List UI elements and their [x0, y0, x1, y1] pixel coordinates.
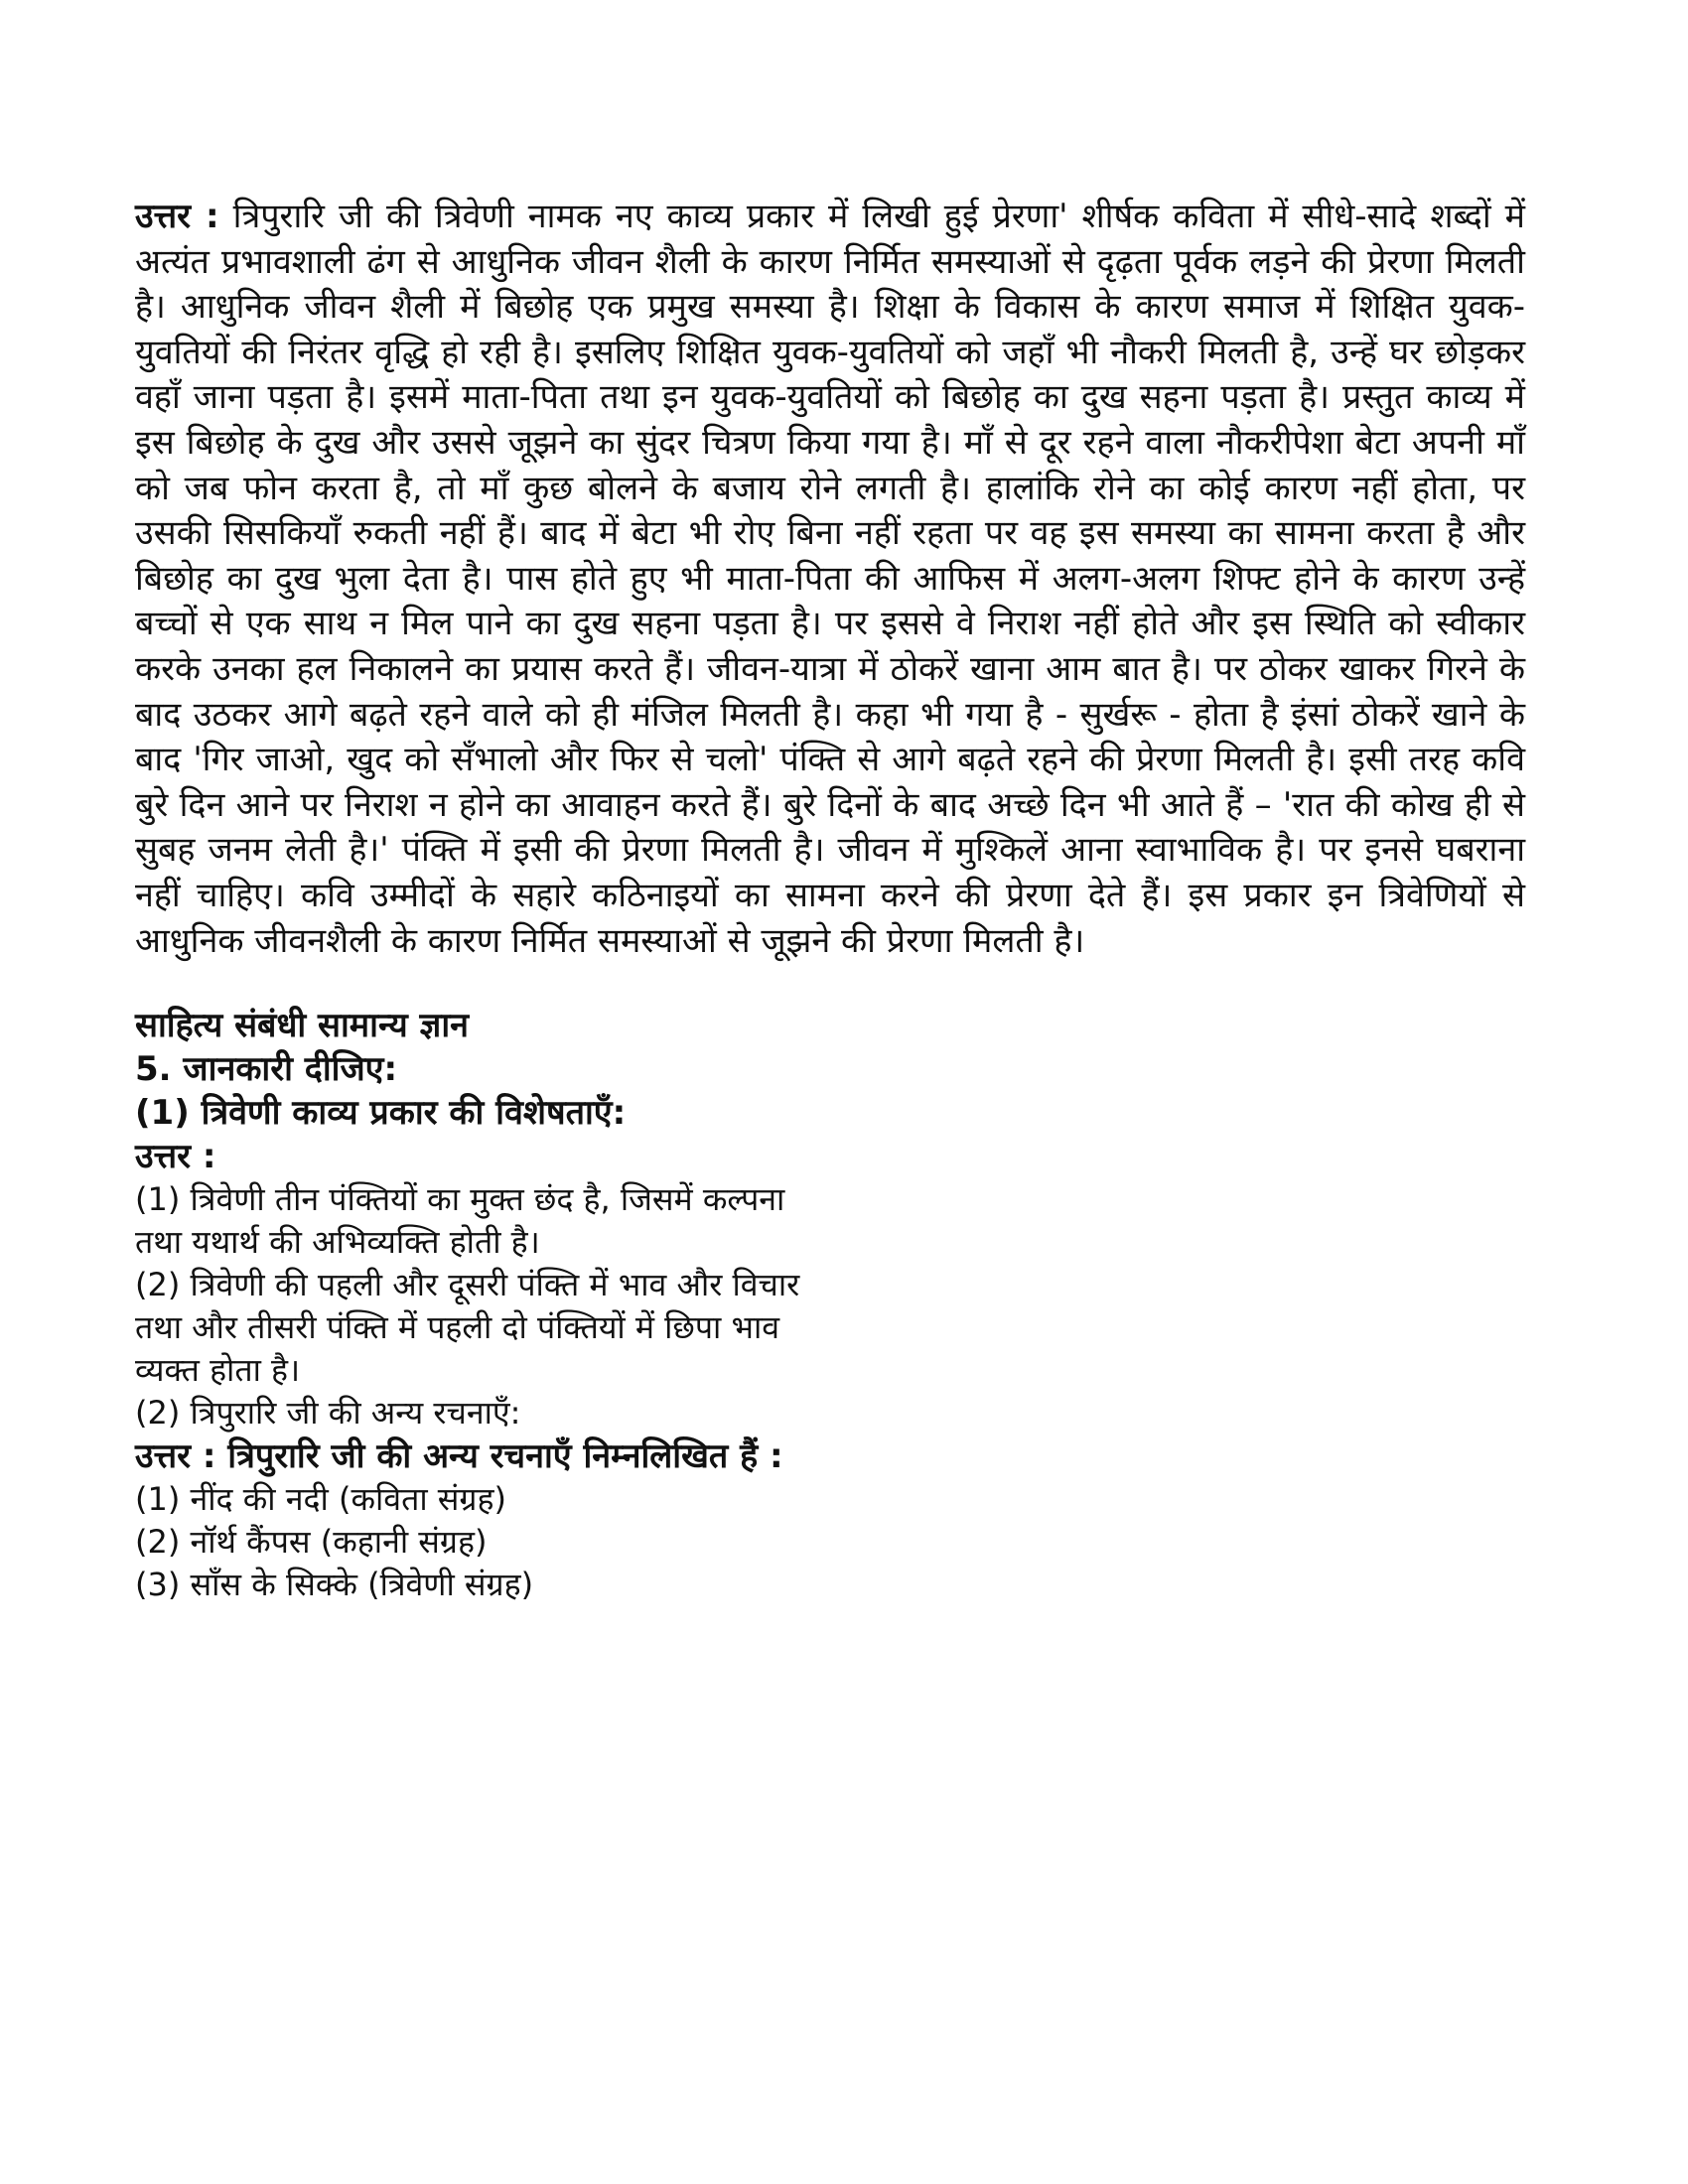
sub-question-1: (1) त्रिवेणी काव्य प्रकार की विशेषताएँ:: [135, 1093, 627, 1134]
point-1-line-1: (1) त्रिवेणी तीन पंक्तियों का मुक्त छंद है, जिसमें कल्पना: [135, 1180, 785, 1219]
section-heading: साहित्य संबंधी सामान्य ज्ञान: [135, 1006, 470, 1046]
answer-text: त्रिपुरारि जी की त्रिवेणी नामक नए काव्य प्रकार में लिखी हुई प्रेरणा' शीर्षक कविता में सीधे-सादे शब्दों में अत्यंत प्रभावशाली ढंग से आधुनिक जीवन शैली के कारण निर्मित समस्याओं से दृढ़ता पूर्वक लड़ने की प्रेरणा मिलती है। आधुनिक जीवन शैली में बिछोह एक प्रमुख समस्या है। शिक्षा के विकास के कारण समाज में शिक्षित युवक-युवतियों की निरंतर वृद्धि हो रही है। इसलिए शिक्षित युवक-युवतियों को जहाँ भी नौकरी मिलती है, उन्हें घर छोड़कर वहाँ जाना पड़ता है। इसमें माता-पिता तथा इन युवक-युवतियों को बिछोह का दुख सहना पड़ता है। प्रस्तुत काव्य में इस बिछोह के दुख और उससे जूझने का सुंदर चित्रण किया गया है। माँ से दूर रहने वाला नौकरीपेशा बेटा अपनी माँ को जब फोन करता है, तो माँ कुछ बोलने के बजाय रोने लगती है। हालांकि रोने का कोई कारण नहीं होता, पर उसकी सिसकियाँ रुकती नहीं हैं। बाद में बेटा भी रोए बिना नहीं रहता पर वह इस समस्या का सामना करता है और बिछोह का दुख भुला देता है। पास होते हुए भी माता-पिता की आफिस में अलग-अलग शिफ्ट होने के कारण उन्हें बच्चों से एक साथ न मिल पाने का दुख सहना पड़ता है। पर इससे वे निराश नहीं होते और इस स्थिति को स्वीकार करके उनका हल निकालने का प्रयास करते हैं। जीवन-यात्रा में ठोकरें खाना आम बात है। पर ठोकर खाकर गिरने के बाद उठकर आगे बढ़ते रहने वाले को ही मंजिल मिलती है। कहा भी गया है - सुर्खरू - होता है इंसां ठोकरें खाने के बाद 'गिर जाओ, खुद को सँभालो और फिर से चलो' पंक्ति से आगे बढ़ते रहने की प्रेरणा मिलती है। इसी तरह कवि बुरे दिन आने पर निराश न होने का आवाहन करते हैं। बुरे दिनों के बाद अच्छे दिन भी आते हैं – 'रात की कोख ही से सुबह जनम लेती है।' पंक्ति में इसी की प्रेरणा मिलती है। जीवन में मुश्किलें आना स्वाभाविक है। पर इनसे घबराना नहीं चाहिए। कवि उम्मीदों के सहारे कठिनाइयों का सामना करने की प्रेरणा देते हैं। इस प्रकार इन त्रिवेणियों से आधुनिक जीवनशैली के कारण निर्मित समस्याओं से जूझने की प्रेरणा मिलती है।: [135, 197, 1525, 961]
point-2-line-1: (2) त्रिवेणी की पहली और दूसरी पंक्ति में भाव और विचार: [135, 1266, 800, 1304]
point-2-line-2: तथा और तीसरी पंक्ति में पहली दो पंक्तियों में छिपा भाव: [135, 1308, 780, 1347]
answer-label-1: उत्तर :: [135, 1137, 216, 1177]
sub-question-2: (2) त्रिपुरारि जी की अन्य रचनाएँ:: [135, 1394, 521, 1433]
list-item-work-3: (3) साँस के सिक्के (त्रिवेणी संग्रह): [135, 1566, 534, 1604]
list-item-work-2: (2) नॉर्थ कैंपस (कहानी संग्रह): [135, 1523, 488, 1562]
point-1-line-2: तथा यथार्थ की अभिव्यक्ति होती है।: [135, 1223, 540, 1262]
literature-section: [135, 1004, 1525, 1606]
answer-paragraph: [135, 195, 1525, 964]
answer-2-heading: उत्तर : त्रिपुरारि जी की अन्य रचनाएँ निम्नलिखित हैं :: [135, 1436, 783, 1477]
answer-label: उत्तर :: [135, 197, 219, 236]
list-item-work-1: (1) नींद की नदी (कविता संग्रह): [135, 1480, 506, 1519]
point-2-line-3: व्यक्त होता है।: [135, 1351, 301, 1390]
question-heading: 5. जानकारी दीजिए:: [135, 1049, 398, 1090]
page: [135, 195, 1525, 1606]
